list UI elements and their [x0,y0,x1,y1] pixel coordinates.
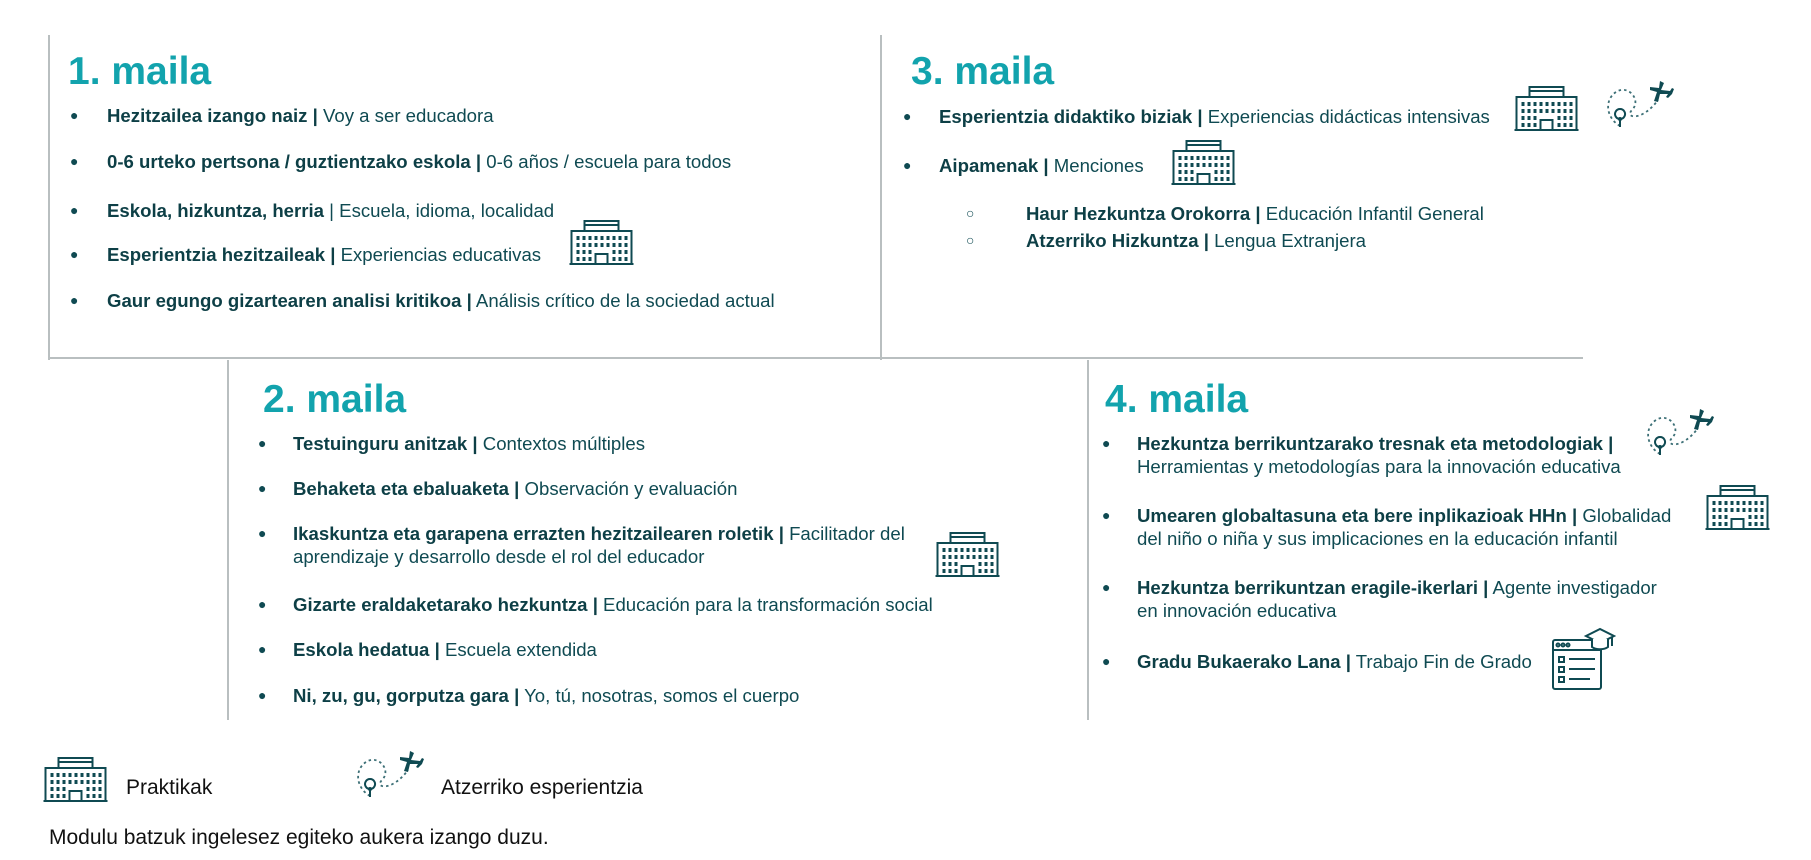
item-text: Herramientas y metodologías para la innovación educativa [1137,456,1621,477]
item-text: Menciones [1048,155,1144,176]
bullet: ● [258,480,267,496]
item-bold: Aipamenak | [939,155,1049,176]
item-text: 0-6 años / escuela para todos [481,151,732,172]
bullet: ● [70,153,79,169]
item-text: Voy a ser educadora [317,105,494,126]
divider-bottom-middle-vertical [1087,360,1089,720]
bullet: ● [70,202,79,218]
footer-note: Modulu batzuk ingelesez egiteko aukera izango duzu. [49,826,549,849]
item-bold: Gradu Bukaerako Lana | [1137,651,1351,672]
item-bold: Eskola hedatua | [293,639,440,660]
divider-top-left-vertical [48,35,50,360]
item-text: Trabajo Fin de Grado [1350,651,1532,672]
bullet: ● [1102,507,1111,523]
building-icon [1170,138,1237,186]
item-text: Yo, tú, nosotras, somos el cuerpo [519,685,800,706]
item-bold: Behaketa eta ebaluaketa | [293,478,520,499]
item-bold: Umearen globaltasuna eta bere inplikazioak HHn | [1137,505,1578,526]
level-2-title: 2. maila [263,378,407,421]
building-icon [934,530,1001,578]
item-bold: Esperientzia hezitzaileak | [107,244,336,265]
item-text: Contextos múltiples [477,433,646,454]
bullet: ● [1102,579,1111,595]
bullet: ● [258,525,267,541]
sub-bullet: ○ [966,232,975,248]
document-graduation-icon [1550,626,1616,692]
item-text: Facilitador del aprendizaje y desarrollo desde el rol del educador [293,523,905,567]
level-1-title: 1. maila [68,50,212,93]
item-bold: Haur Hezkuntza Orokorra | [1026,203,1261,224]
level-3-title: 3. maila [911,50,1055,93]
item-bold: Hezkuntza berrikuntzan eragile-ikerlari | [1137,577,1489,598]
bullet: ● [258,435,267,451]
building-icon [1704,483,1771,531]
item-bold: Gizarte eraldaketarako hezkuntza | [293,594,598,615]
item-bold: Gaur egungo gizartearen analisi kritikoa | [107,290,472,311]
item-bold: Ikaskuntza eta garapena errazten hezitzailearen roletik | [293,523,784,544]
item-text: Lengua Extranjera [1208,230,1367,251]
bullet: ● [258,596,267,612]
item-text: Escuela extendida [439,639,597,660]
item-text: | Escuela, idioma, localidad [324,200,555,221]
item-text: Globalidad del niño o niña y sus implicaciones en la educación infantil [1137,505,1672,549]
item-bold: Ni, zu, gu, gorputza gara | [293,685,520,706]
divider-horizontal [48,357,1583,359]
item-text: Observación y evaluación [519,478,738,499]
divider-top-middle-vertical [880,35,882,360]
item-bold: Eskola, hizkuntza, herria [107,200,324,221]
sub-bullet: ○ [966,205,975,221]
building-icon [42,755,109,803]
item-text: Análisis crítico de la sociedad actual [471,290,775,311]
building-icon [1513,84,1580,132]
airplane-route-icon [1642,406,1714,466]
bullet: ● [70,292,79,308]
bullet: ● [1102,435,1111,451]
item-bold: Testuinguru anitzak | [293,433,478,454]
item-bold: Esperientzia didaktiko biziak | [939,106,1203,127]
bullet: ● [903,157,912,173]
bullet: ● [258,641,267,657]
item-text: Educación para la transformación social [597,594,933,615]
item-text: Experiencias didácticas intensivas [1202,106,1490,127]
item-bold: Hezitzailea izango naiz | [107,105,318,126]
bullet: ● [258,687,267,703]
airplane-route-icon [1602,78,1674,138]
item-text: Educación Infantil General [1260,203,1484,224]
bullet: ● [903,108,912,124]
bullet: ● [70,246,79,262]
item-bold: 0-6 urteko pertsona / guztientzako eskola | [107,151,482,172]
legend-abroad-label: Atzerriko esperientzia [441,776,643,799]
item-text: Experiencias educativas [335,244,542,265]
item-bold: Hezkuntza berrikuntzarako tresnak eta metodologiak | [1137,433,1614,454]
bullet: ● [70,107,79,123]
legend-practice-label: Praktikak [126,776,213,799]
bullet: ● [1102,653,1111,669]
building-icon [568,218,635,266]
item-bold: Atzerriko Hizkuntza | [1026,230,1209,251]
airplane-route-icon [352,748,424,808]
level-4-title: 4. maila [1105,378,1249,421]
item-text: Agente investigador en innovación educativa [1137,577,1657,621]
divider-bottom-left-vertical [227,360,229,720]
